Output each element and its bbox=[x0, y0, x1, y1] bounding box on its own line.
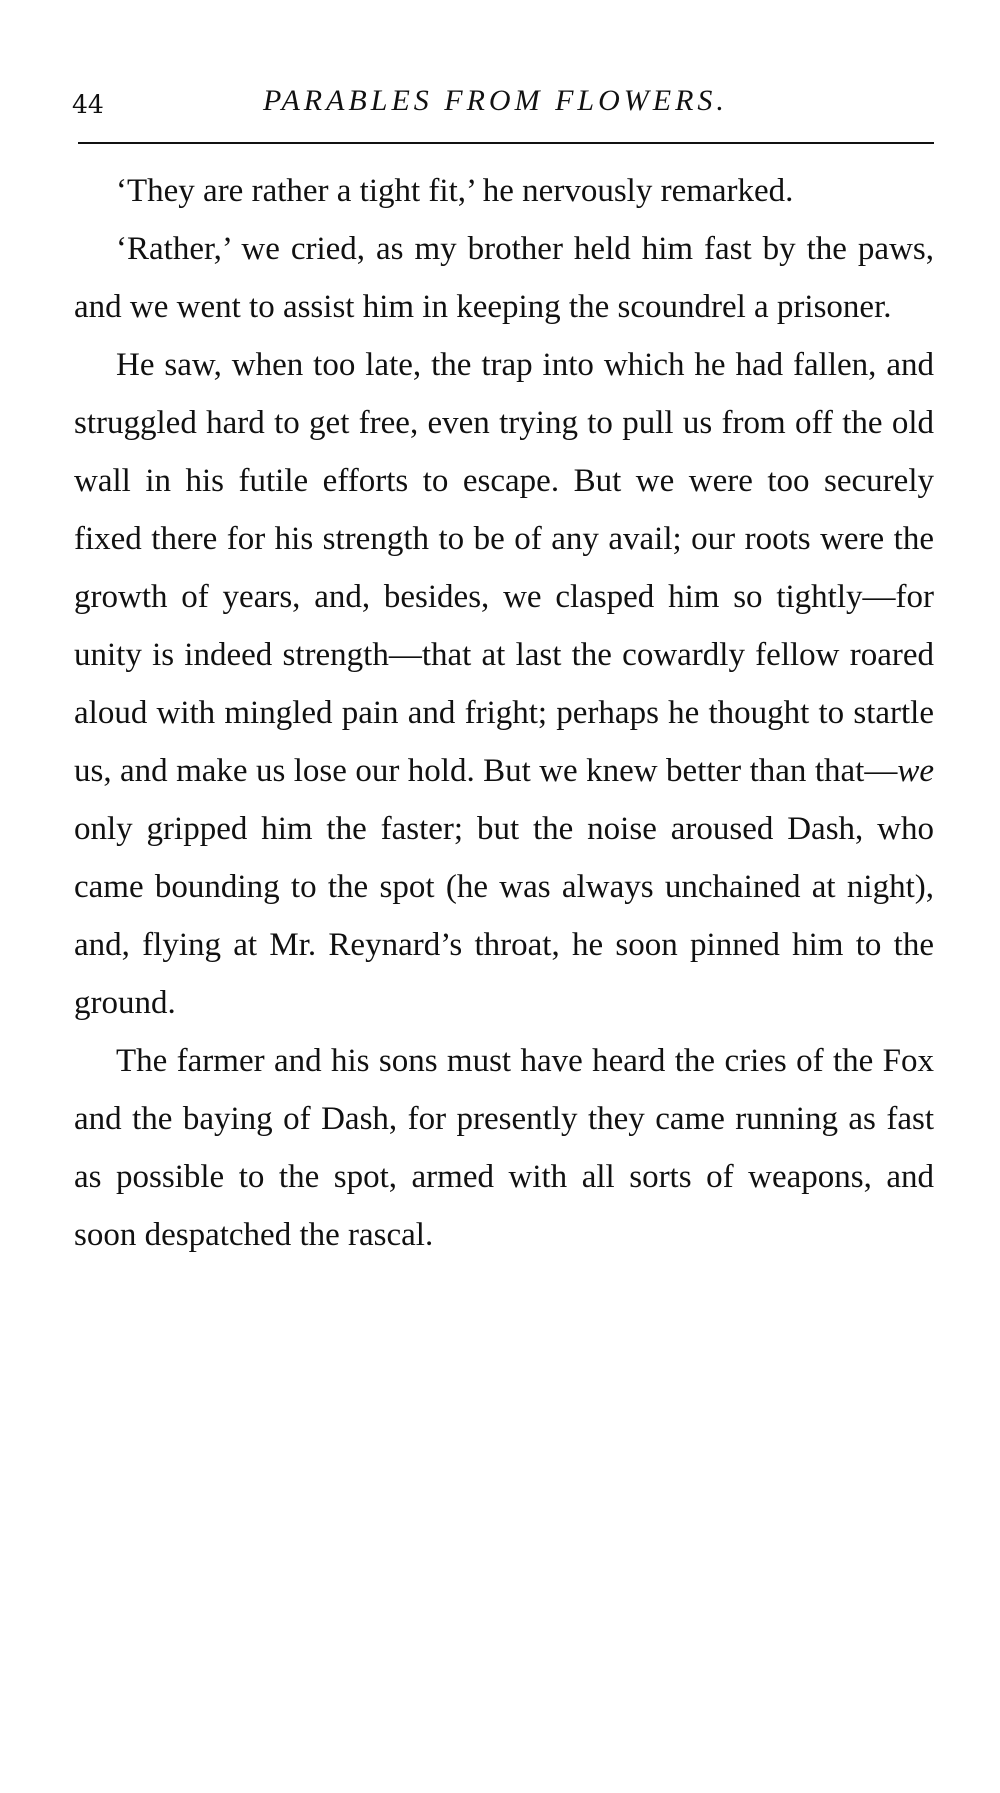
page-header bbox=[70, 82, 932, 122]
page-number: 44 bbox=[72, 90, 104, 119]
header-rule bbox=[78, 142, 934, 144]
running-title: PARABLES FROM FLOWERS. bbox=[263, 84, 728, 117]
emphasized-word: we bbox=[897, 753, 934, 789]
paragraph-3-part-2: only gripped him the faster; but the noise aroused Dash, who came bounding to the spot (he was always unchained at night), and, flying at Mr. Reynard’s throat, he soon pinned him to the ground. bbox=[74, 811, 934, 1021]
paragraph-3 bbox=[74, 336, 934, 1032]
paragraph-4: The farmer and his sons must have heard the cries of the Fox and the baying of Dash, for presently they came running as fast as possible to the spot, armed with all sorts of weapons, and soon despatched the rascal. bbox=[74, 1043, 934, 1253]
paragraph-3-part-1: He saw, when too late, the trap into which he had fallen, and struggled hard to get free, even trying to pull us from off the old wall in his futile efforts to escape. But we were too securely fixed there for his strength to be of any avail; our roots were the growth of years, and, besides, we clasped him so tightly—for unity is indeed strength—that at last the cowardly fellow roared aloud with mingled pain and fright; perhaps he thought to startle us, and make us lose our hold. But we knew better than that— bbox=[74, 347, 934, 789]
body-text bbox=[74, 162, 934, 1264]
paragraph-1: ‘They are rather a tight fit,’ he nervously remarked. bbox=[116, 173, 794, 209]
paragraph-2: ‘Rather,’ we cried, as my brother held him fast by the paws, and we went to assist him in keeping the scoundrel a prisoner. bbox=[74, 231, 934, 325]
